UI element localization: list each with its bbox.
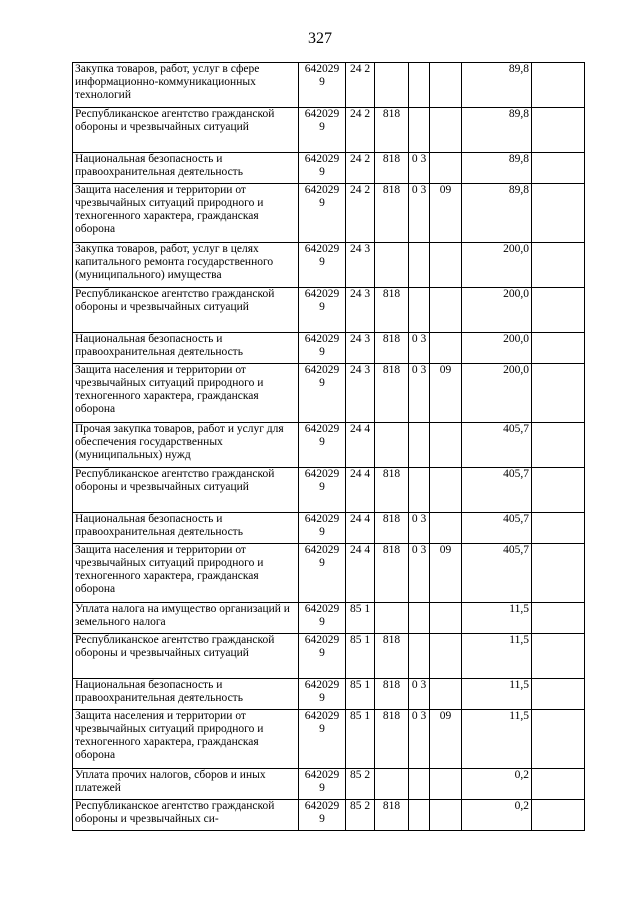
target-article-cell: 642029 9 — [299, 603, 346, 634]
empty-cell — [532, 108, 585, 153]
empty-cell — [532, 603, 585, 634]
name-cell: Прочая закупка товаров, работ и услуг для обеспечения государственных (муниципальных) нужд — [73, 423, 299, 468]
amount-cell: 89,8 — [462, 63, 532, 108]
target-article-cell: 642029 9 — [299, 800, 346, 831]
expense-type-cell: 24 3 — [346, 288, 375, 333]
expense-type-cell: 85 1 — [346, 679, 375, 710]
amount-cell: 11,5 — [462, 679, 532, 710]
section-cell: 0 3 — [409, 513, 430, 544]
amount-cell: 405,7 — [462, 423, 532, 468]
target-article-cell: 642029 9 — [299, 710, 346, 769]
expense-type-cell: 24 3 — [346, 243, 375, 288]
section-cell — [409, 634, 430, 679]
expense-type-cell: 24 4 — [346, 468, 375, 513]
name-cell: Республиканское агентство гражданской обороны и чрезвычайных ситуаций — [73, 634, 299, 679]
expense-type-cell: 24 4 — [346, 423, 375, 468]
subsection-cell: 09 — [430, 364, 462, 423]
expense-type-cell: 85 1 — [346, 634, 375, 679]
section-cell: 0 3 — [409, 679, 430, 710]
table-row — [73, 634, 585, 679]
amount-cell: 0,2 — [462, 769, 532, 800]
amount-cell: 11,5 — [462, 634, 532, 679]
target-article-cell: 642029 9 — [299, 333, 346, 364]
name-cell: Закупка товаров, работ, услуг в сфере информационно-коммуникационных технологий — [73, 63, 299, 108]
empty-cell — [532, 153, 585, 184]
subsection-cell — [430, 423, 462, 468]
table-row — [73, 544, 585, 603]
amount-cell: 89,8 — [462, 153, 532, 184]
subsection-cell — [430, 333, 462, 364]
target-article-cell: 642029 9 — [299, 769, 346, 800]
table-row — [73, 108, 585, 153]
administrator-code-cell: 818 — [375, 364, 409, 423]
administrator-code-cell: 818 — [375, 153, 409, 184]
subsection-cell: 09 — [430, 184, 462, 243]
empty-cell — [532, 513, 585, 544]
subsection-cell — [430, 513, 462, 544]
amount-cell: 200,0 — [462, 243, 532, 288]
target-article-cell: 642029 9 — [299, 544, 346, 603]
administrator-code-cell: 818 — [375, 679, 409, 710]
expense-type-cell: 24 4 — [346, 544, 375, 603]
table-row — [73, 63, 585, 108]
section-cell: 0 3 — [409, 153, 430, 184]
name-cell: Национальная безопасность и правоохранительная деятельность — [73, 153, 299, 184]
subsection-cell — [430, 108, 462, 153]
administrator-code-cell: 818 — [375, 333, 409, 364]
empty-cell — [532, 288, 585, 333]
administrator-code-cell: 818 — [375, 544, 409, 603]
table-row — [73, 603, 585, 634]
target-article-cell: 642029 9 — [299, 634, 346, 679]
subsection-cell — [430, 679, 462, 710]
amount-cell: 0,2 — [462, 800, 532, 831]
administrator-code-cell: 818 — [375, 800, 409, 831]
subsection-cell — [430, 603, 462, 634]
subsection-cell — [430, 634, 462, 679]
administrator-code-cell — [375, 243, 409, 288]
administrator-code-cell: 818 — [375, 288, 409, 333]
amount-cell: 200,0 — [462, 333, 532, 364]
subsection-cell — [430, 468, 462, 513]
name-cell: Республиканское агентство гражданской обороны и чрезвычайных ситуаций — [73, 288, 299, 333]
table-row — [73, 800, 585, 831]
target-article-cell: 642029 9 — [299, 288, 346, 333]
table-row — [73, 769, 585, 800]
administrator-code-cell: 818 — [375, 108, 409, 153]
target-article-cell: 642029 9 — [299, 184, 346, 243]
budget-table-body — [73, 63, 585, 831]
section-cell: 0 3 — [409, 364, 430, 423]
table-row — [73, 513, 585, 544]
table-row — [73, 288, 585, 333]
name-cell: Национальная безопасность и правоохранительная деятельность — [73, 333, 299, 364]
name-cell: Защита населения и территории от чрезвычайных ситуаций природного и техногенного характера, гражданская оборона — [73, 364, 299, 423]
table-row — [73, 423, 585, 468]
table-row — [73, 679, 585, 710]
amount-cell: 405,7 — [462, 544, 532, 603]
section-cell: 0 3 — [409, 184, 430, 243]
expense-type-cell: 85 1 — [346, 603, 375, 634]
section-cell — [409, 800, 430, 831]
subsection-cell — [430, 243, 462, 288]
amount-cell: 200,0 — [462, 364, 532, 423]
section-cell — [409, 769, 430, 800]
section-cell — [409, 468, 430, 513]
target-article-cell: 642029 9 — [299, 243, 346, 288]
section-cell — [409, 108, 430, 153]
table-row — [73, 153, 585, 184]
administrator-code-cell: 818 — [375, 184, 409, 243]
administrator-code-cell: 818 — [375, 710, 409, 769]
section-cell: 0 3 — [409, 544, 430, 603]
table-row — [73, 710, 585, 769]
section-cell: 0 3 — [409, 710, 430, 769]
table-row — [73, 243, 585, 288]
administrator-code-cell — [375, 63, 409, 108]
name-cell: Уплата прочих налогов, сборов и иных платежей — [73, 769, 299, 800]
empty-cell — [532, 468, 585, 513]
administrator-code-cell: 818 — [375, 468, 409, 513]
subsection-cell — [430, 63, 462, 108]
expense-type-cell: 85 2 — [346, 769, 375, 800]
target-article-cell: 642029 9 — [299, 108, 346, 153]
name-cell: Уплата налога на имущество организаций и земельного налога — [73, 603, 299, 634]
expense-type-cell: 85 1 — [346, 710, 375, 769]
section-cell: 0 3 — [409, 333, 430, 364]
amount-cell: 200,0 — [462, 288, 532, 333]
empty-cell — [532, 710, 585, 769]
name-cell: Защита населения и территории от чрезвычайных ситуаций природного и техногенного характера, гражданская оборона — [73, 544, 299, 603]
budget-table — [72, 62, 585, 831]
expense-type-cell: 24 3 — [346, 364, 375, 423]
target-article-cell: 642029 9 — [299, 468, 346, 513]
expense-type-cell: 24 2 — [346, 63, 375, 108]
administrator-code-cell: 818 — [375, 513, 409, 544]
table-row — [73, 468, 585, 513]
subsection-cell: 09 — [430, 710, 462, 769]
amount-cell: 11,5 — [462, 603, 532, 634]
name-cell: Республиканское агентство гражданской обороны и чрезвычайных ситуаций — [73, 468, 299, 513]
empty-cell — [532, 364, 585, 423]
name-cell: Защита населения и территории от чрезвычайных ситуаций природного и техногенного характера, гражданская оборона — [73, 710, 299, 769]
target-article-cell: 642029 9 — [299, 153, 346, 184]
subsection-cell — [430, 153, 462, 184]
amount-cell: 405,7 — [462, 468, 532, 513]
amount-cell: 405,7 — [462, 513, 532, 544]
subsection-cell: 09 — [430, 544, 462, 603]
empty-cell — [532, 544, 585, 603]
expense-type-cell: 24 4 — [346, 513, 375, 544]
target-article-cell: 642029 9 — [299, 513, 346, 544]
subsection-cell — [430, 288, 462, 333]
target-article-cell: 642029 9 — [299, 679, 346, 710]
subsection-cell — [430, 800, 462, 831]
amount-cell: 11,5 — [462, 710, 532, 769]
amount-cell: 89,8 — [462, 108, 532, 153]
administrator-code-cell — [375, 769, 409, 800]
name-cell: Закупка товаров, работ, услуг в целях капитального ремонта государственного (муниципального) имущества — [73, 243, 299, 288]
empty-cell — [532, 769, 585, 800]
table-row — [73, 364, 585, 423]
empty-cell — [532, 184, 585, 243]
amount-cell: 89,8 — [462, 184, 532, 243]
administrator-code-cell — [375, 603, 409, 634]
empty-cell — [532, 679, 585, 710]
administrator-code-cell — [375, 423, 409, 468]
name-cell: Национальная безопасность и правоохранительная деятельность — [73, 679, 299, 710]
name-cell: Национальная безопасность и правоохранительная деятельность — [73, 513, 299, 544]
section-cell — [409, 288, 430, 333]
expense-type-cell: 24 2 — [346, 184, 375, 243]
target-article-cell: 642029 9 — [299, 364, 346, 423]
name-cell: Республиканское агентство гражданской обороны и чрезвычайных ситуаций — [73, 108, 299, 153]
page-number: 327 — [308, 30, 332, 47]
empty-cell — [532, 800, 585, 831]
administrator-code-cell: 818 — [375, 634, 409, 679]
name-cell: Республиканское агентство гражданской обороны и чрезвычайных си- — [73, 800, 299, 831]
name-cell: Защита населения и территории от чрезвычайных ситуаций природного и техногенного характера, гражданская оборона — [73, 184, 299, 243]
empty-cell — [532, 634, 585, 679]
empty-cell — [532, 423, 585, 468]
empty-cell — [532, 333, 585, 364]
subsection-cell — [430, 769, 462, 800]
table-row — [73, 184, 585, 243]
table-row — [73, 333, 585, 364]
empty-cell — [532, 243, 585, 288]
section-cell — [409, 423, 430, 468]
expense-type-cell: 24 2 — [346, 153, 375, 184]
section-cell — [409, 603, 430, 634]
section-cell — [409, 243, 430, 288]
target-article-cell: 642029 9 — [299, 423, 346, 468]
target-article-cell: 642029 9 — [299, 63, 346, 108]
expense-type-cell: 24 2 — [346, 108, 375, 153]
expense-type-cell: 85 2 — [346, 800, 375, 831]
empty-cell — [532, 63, 585, 108]
section-cell — [409, 63, 430, 108]
expense-type-cell: 24 3 — [346, 333, 375, 364]
